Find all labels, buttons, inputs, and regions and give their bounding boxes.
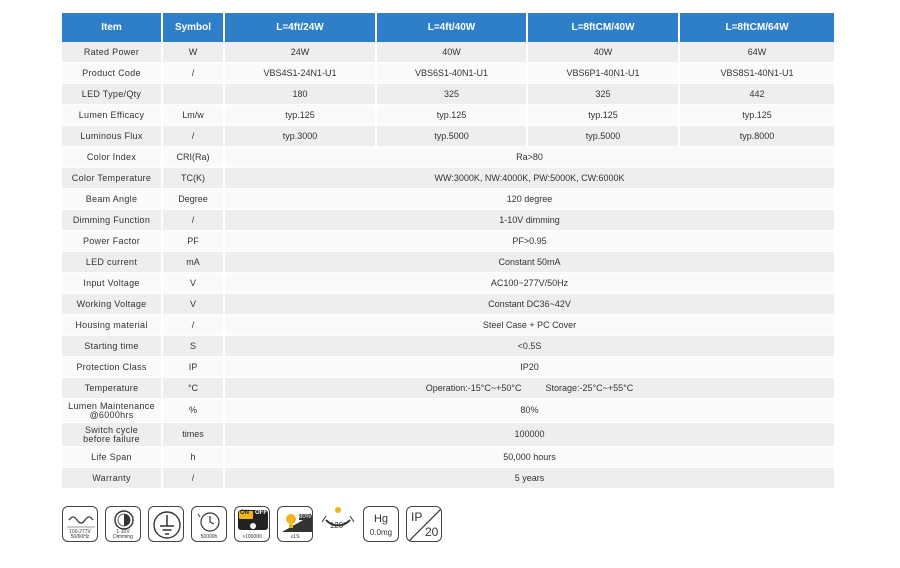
row-symbol: W: [163, 42, 225, 63]
on-off-switch-icon: ON OFF >100000: [234, 506, 270, 542]
table-row: [62, 147, 834, 168]
row-label: Dimming Function: [62, 210, 163, 231]
table-row: [62, 399, 834, 423]
header-item: Item: [62, 13, 163, 42]
row-value: 1-10V dimming: [225, 210, 834, 231]
row-symbol: [163, 84, 225, 105]
table-row: [62, 315, 834, 336]
row-symbol: V: [163, 273, 225, 294]
dimming-icon: 1-10V Dimming: [105, 506, 141, 542]
bulb-start-icon: 80% ≤1S: [277, 506, 313, 542]
row-label-line2: before failure: [83, 433, 140, 444]
row-value: AC100~277V/50Hz: [225, 273, 834, 294]
table-row: [62, 231, 834, 252]
row-label: [62, 423, 163, 447]
operation-temperature: Operation:-15°C~+50°C: [425, 382, 522, 393]
row-label: Input Voltage: [62, 273, 163, 294]
row-value: WW:3000K, NW:4000K, PW:5000K, CW:6000K: [225, 168, 834, 189]
row-label: Life Span: [62, 447, 163, 468]
row-label: Warranty: [62, 468, 163, 489]
row-label: LED Type/Qty: [62, 84, 163, 105]
row-symbol: PF: [163, 231, 225, 252]
table-row: [62, 423, 834, 447]
ac-voltage-icon: 100-277V 50/60Hz: [62, 506, 98, 542]
table-row: [62, 252, 834, 273]
ip-rating-icon: IP 20: [406, 506, 442, 542]
row-symbol: h: [163, 447, 225, 468]
row-value: 120 degree: [225, 189, 834, 210]
row-symbol: S: [163, 336, 225, 357]
header-model-2: L=4ft/40W: [377, 13, 528, 42]
row-symbol: Lm/w: [163, 105, 225, 126]
row-value: Ra>80: [225, 147, 834, 168]
row-label: Power Factor: [62, 231, 163, 252]
row-value: 325: [377, 84, 528, 105]
row-value: typ.125: [225, 105, 377, 126]
row-value: [225, 378, 834, 399]
row-label: Protection Class: [62, 357, 163, 378]
table-row: [62, 336, 834, 357]
row-label: LED current: [62, 252, 163, 273]
row-value: VBS6P1-40N1-U1: [528, 63, 680, 84]
table-row: [62, 378, 834, 399]
row-symbol: /: [163, 126, 225, 147]
table-row: [62, 42, 834, 63]
row-label: Product Code: [62, 63, 163, 84]
row-value: PF>0.95: [225, 231, 834, 252]
row-value: VBS8S1-40N1-U1: [680, 63, 834, 84]
row-label: Luminous Flux: [62, 126, 163, 147]
clock-icon: 50000h: [191, 506, 227, 542]
row-value: 325: [528, 84, 680, 105]
feature-icons: [62, 506, 442, 546]
row-label: Working Voltage: [62, 294, 163, 315]
row-symbol: Degree: [163, 189, 225, 210]
row-symbol: CRI(Ra): [163, 147, 225, 168]
table-row: [62, 63, 834, 84]
row-label: Color Temperature: [62, 168, 163, 189]
row-label: Lumen Efficacy: [62, 105, 163, 126]
table-row: [62, 189, 834, 210]
row-label: Color Index: [62, 147, 163, 168]
spec-table: [62, 13, 834, 489]
table-row: [62, 105, 834, 126]
row-label: Housing material: [62, 315, 163, 336]
table-row: [62, 168, 834, 189]
table-row: [62, 468, 834, 489]
row-value: 180: [225, 84, 377, 105]
row-value: Constant 50mA: [225, 252, 834, 273]
table-row: [62, 294, 834, 315]
row-value: typ.125: [680, 105, 834, 126]
row-value: VBS4S1-24N1-U1: [225, 63, 377, 84]
row-symbol: mA: [163, 252, 225, 273]
row-symbol: times: [163, 423, 225, 447]
header-model-1: L=4ft/24W: [225, 13, 377, 42]
table-row: [62, 84, 834, 105]
mercury-free-icon: Hg 0.0mg: [363, 506, 399, 542]
row-value: 100000: [225, 423, 834, 447]
ground-icon: [148, 506, 184, 542]
row-symbol: IP: [163, 357, 225, 378]
row-value: typ.125: [528, 105, 680, 126]
row-value: typ.3000: [225, 126, 377, 147]
row-label-line1: Switch cycle: [84, 424, 139, 435]
row-symbol: V: [163, 294, 225, 315]
row-value: 5 years: [225, 468, 834, 489]
header-model-4: L=8ftCM/64W: [680, 13, 834, 42]
row-value: typ.5000: [528, 126, 680, 147]
header-model-3: L=8ftCM/40W: [528, 13, 680, 42]
row-value: Constant DC36~42V: [225, 294, 834, 315]
table-row: [62, 447, 834, 468]
row-value: 50,000 hours: [225, 447, 834, 468]
row-label: Rated Power: [62, 42, 163, 63]
row-label: Starting time: [62, 336, 163, 357]
header-row: [62, 13, 834, 42]
header-symbol: Symbol: [163, 13, 225, 42]
row-label-line2: @6000hrs: [89, 409, 134, 420]
row-label: Beam Angle: [62, 189, 163, 210]
row-symbol: %: [163, 399, 225, 423]
row-value: IP20: [225, 357, 834, 378]
table-row: [62, 126, 834, 147]
table-row: [62, 273, 834, 294]
row-symbol: /: [163, 468, 225, 489]
row-value: 40W: [377, 42, 528, 63]
row-value: Steel Case + PC Cover: [225, 315, 834, 336]
row-symbol: /: [163, 315, 225, 336]
row-symbol: °C: [163, 378, 225, 399]
row-label: [62, 399, 163, 423]
row-symbol: /: [163, 210, 225, 231]
table-row: [62, 357, 834, 378]
table-row: [62, 210, 834, 231]
row-value: 80%: [225, 399, 834, 423]
row-value: typ.5000: [377, 126, 528, 147]
row-label-line1: Lumen Maintenance: [68, 400, 155, 411]
row-value: 40W: [528, 42, 680, 63]
row-symbol: /: [163, 63, 225, 84]
storage-temperature: Storage:-25°C~+55°C: [545, 382, 634, 393]
row-value: VBS6S1-40N1-U1: [377, 63, 528, 84]
row-value: 24W: [225, 42, 377, 63]
row-value: <0.5S: [225, 336, 834, 357]
row-value: 64W: [680, 42, 834, 63]
row-symbol: TC(K): [163, 168, 225, 189]
beam-angle-icon: 120°: [320, 506, 356, 542]
row-label: Temperature: [62, 378, 163, 399]
row-value: typ.125: [377, 105, 528, 126]
row-value: 442: [680, 84, 834, 105]
row-value: typ.8000: [680, 126, 834, 147]
